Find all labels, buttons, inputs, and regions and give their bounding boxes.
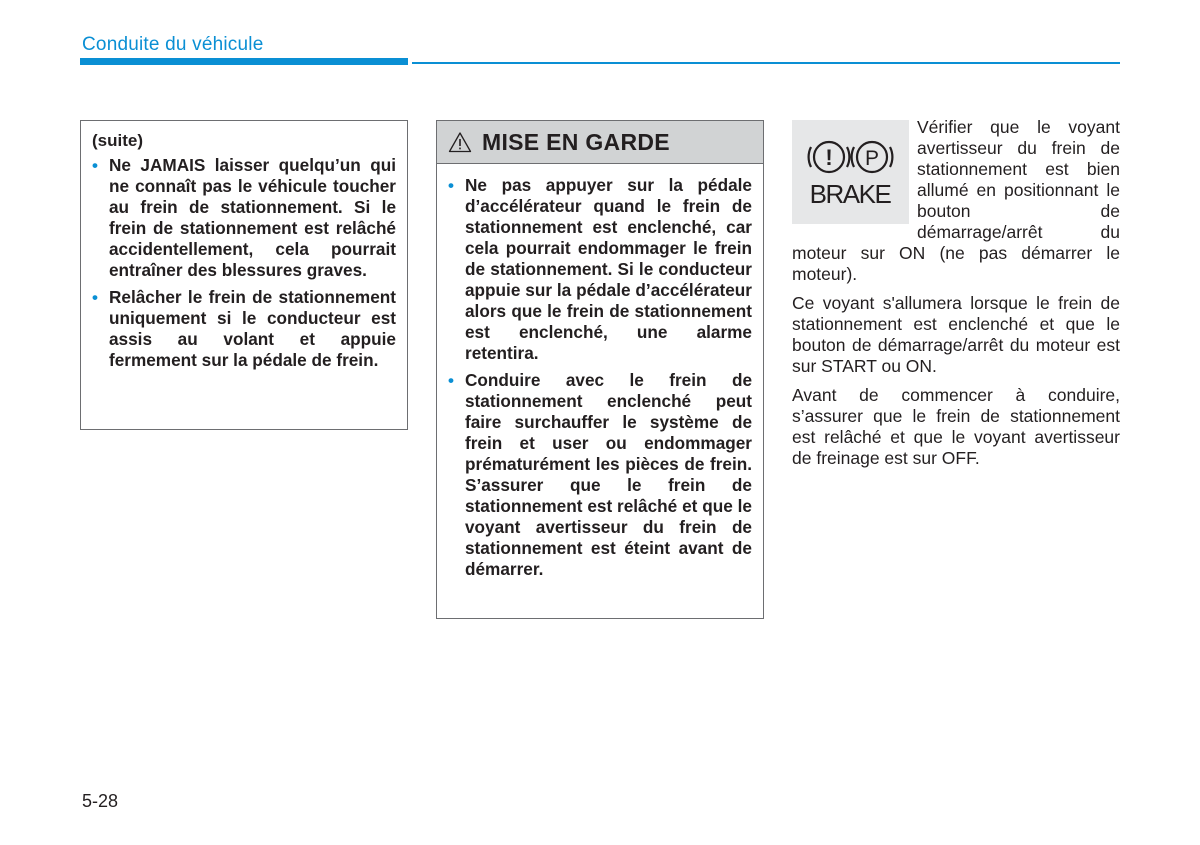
bullet-text: Conduire avec le frein de stationnement enclenché peut faire surchauffer le système de frein et user ou endommager prématurément les pièces de frein. S’assurer que le frein de stationnement est relâché et que le voyant avertisseur du frein de stationnement est éteint avant de démarrer. bbox=[465, 370, 752, 579]
list-item bbox=[92, 155, 396, 281]
section-title: Conduite du véhicule bbox=[82, 34, 264, 55]
list-item bbox=[448, 370, 752, 580]
bullet-dot-icon: • bbox=[92, 156, 98, 175]
bullet-dot-icon: • bbox=[448, 371, 454, 390]
paragraph: Vérifier que le voyant avertisseur du frein de stationnement est bien allumé en positionnant le bouton de démarrage/arrêt du moteur sur ON (ne pas démarrer le moteur). bbox=[792, 117, 1120, 284]
continued-warning-box bbox=[80, 120, 408, 430]
bullet-text: Ne JAMAIS laisser quelqu’un qui ne connaît pas le véhicule toucher au frein de stationnement. Si le frein de stationnement est relâché accidentellement, cela pourrait entraîner des blessures graves. bbox=[109, 155, 396, 280]
continued-bullet-list bbox=[92, 155, 396, 371]
bullet-text: Ne pas appuyer sur la pédale d’accélérateur quand le frein de stationnement est enclenché, car cela pourrait endommager le frein de stationnement. Si le conducteur appuie sur la pédale d’accélérateur alors que le frein de stationnement est enclenché, une alarme retentira. bbox=[465, 175, 752, 363]
header-rule-thin bbox=[412, 62, 1120, 64]
page-number: 5-28 bbox=[82, 791, 119, 811]
bullet-text: Relâcher le frein de stationnement uniquement si le conducteur est assis au volant et appuie fermement sur la pédale de frein. bbox=[109, 287, 396, 370]
header-rule-thick bbox=[80, 58, 408, 65]
brake-info-column bbox=[792, 117, 1120, 477]
brake-icon-p: P bbox=[864, 147, 880, 170]
warning-title: MISE EN GARDE bbox=[482, 128, 670, 155]
bullet-dot-icon: • bbox=[92, 288, 98, 307]
brake-warning-light-icon bbox=[792, 120, 909, 224]
brake-icon-exclamation: ! bbox=[825, 145, 833, 170]
brake-icon-label: BRAKE bbox=[809, 179, 891, 209]
bullet-dot-icon: • bbox=[448, 176, 454, 195]
warning-box bbox=[436, 120, 764, 619]
paragraph: Avant de commencer à conduire, s’assurer que le frein de stationnement est relâché et que le voyant avertisseur de freinage est sur OFF. bbox=[792, 385, 1120, 468]
continued-label: (suite) bbox=[92, 131, 143, 150]
list-item bbox=[448, 175, 752, 364]
paragraph: Ce voyant s'allumera lorsque le frein de stationnement est enclenché et que le bouton de démarrage/arrêt du moteur est sur START ou ON. bbox=[792, 293, 1120, 376]
list-item bbox=[92, 287, 396, 371]
warning-triangle-icon bbox=[448, 131, 472, 153]
warning-header bbox=[437, 121, 763, 164]
warning-bullet-list bbox=[448, 175, 752, 580]
warning-body bbox=[437, 164, 763, 580]
